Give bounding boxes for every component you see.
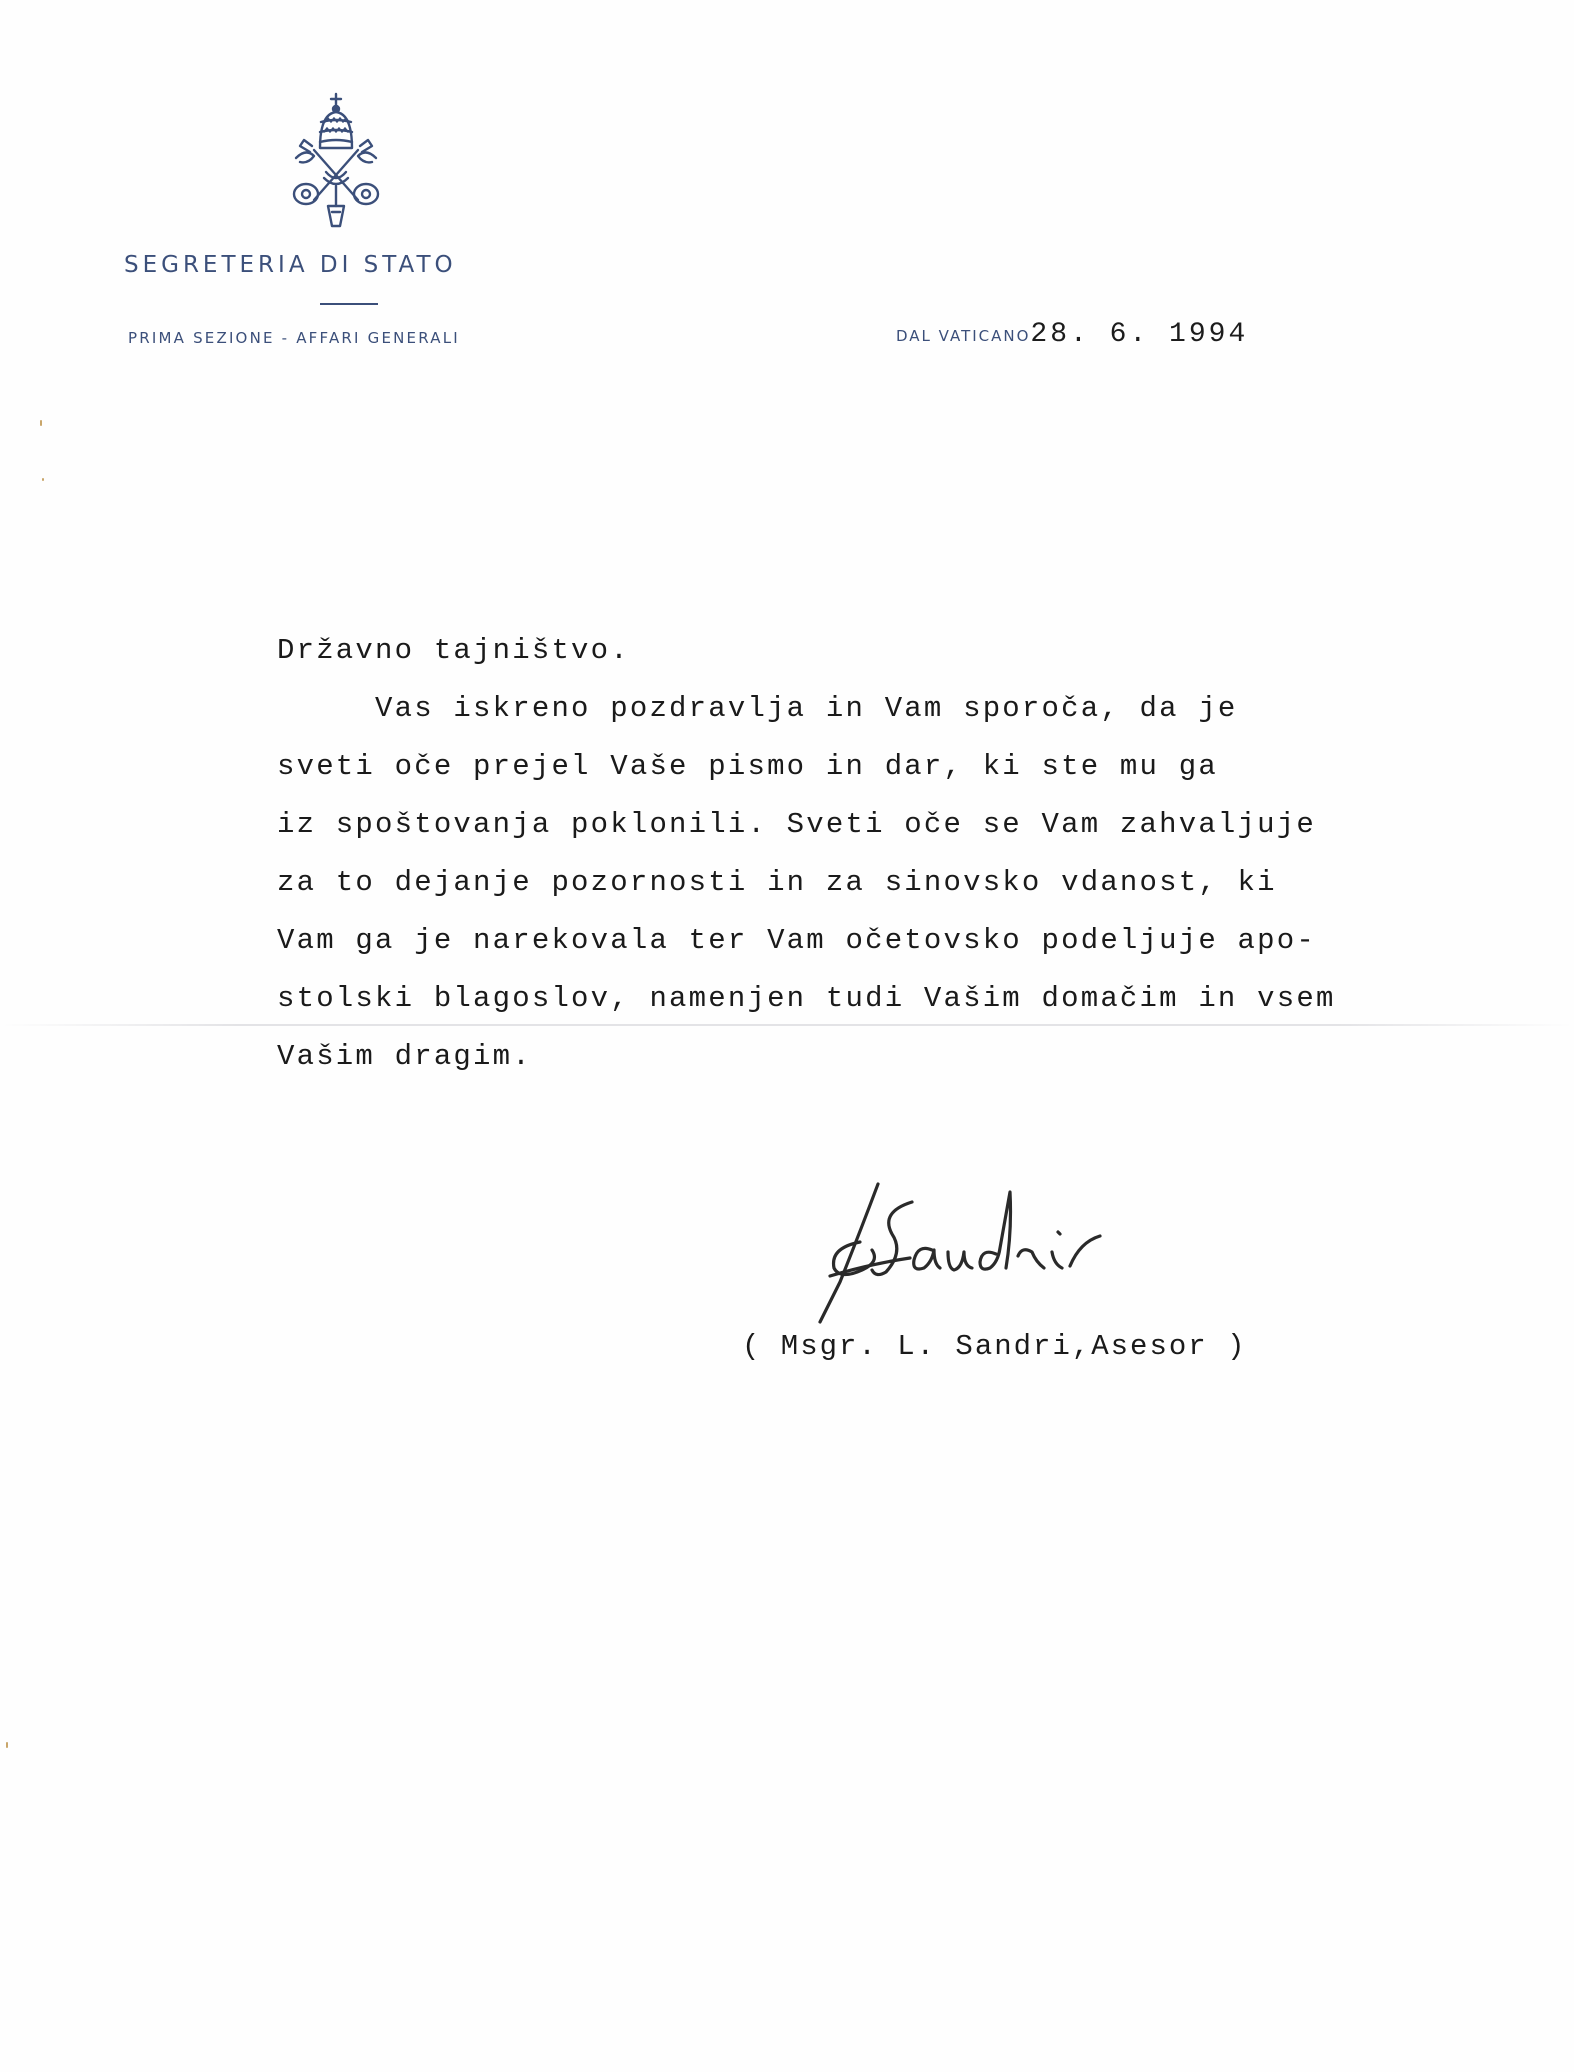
letterhead-divider [320,303,378,305]
dateline-date: 28. 6. 1994 [1030,319,1249,350]
letter-line: sveti oče prejel Vaše pismo in dar, ki ste mu ga [277,750,1218,783]
letter-line: Vas iskreno pozdravlja in Vam sporoča, da je [277,692,1238,725]
letter-line: Vam ga je narekovala ter Vam očetovsko podeljuje apo- [277,924,1316,957]
section-subtitle: PRIMA SEZIONE - AFFARI GENERALI [128,329,460,347]
paper-speck [42,478,44,481]
paper-speck [40,420,42,426]
handwritten-signature [800,1172,1160,1332]
letter-line: za to dejanje pozornosti in za sinovsko vdanost, ki [277,866,1277,899]
letter-line: Vašim dragim. [277,1040,532,1073]
office-title: SEGRETERIA DI STATO [124,252,457,278]
letter-line: iz spoštovanja poklonili. Sveti oče se Vam zahvaljuje [277,808,1316,841]
letter-opening: Državno tajništvo. [277,634,630,667]
letter-line: stolski blagoslov, namenjen tudi Vašim domačim in vsem [277,982,1336,1015]
dateline-place: DAL VATICANO [896,327,1031,345]
signatory-name: ( Msgr. L. Sandri,Asesor ) [742,1330,1247,1363]
papal-emblem-icon [276,92,396,232]
paper-speck [6,1742,8,1748]
letter-body [277,622,1336,1086]
dateline [896,319,1248,350]
